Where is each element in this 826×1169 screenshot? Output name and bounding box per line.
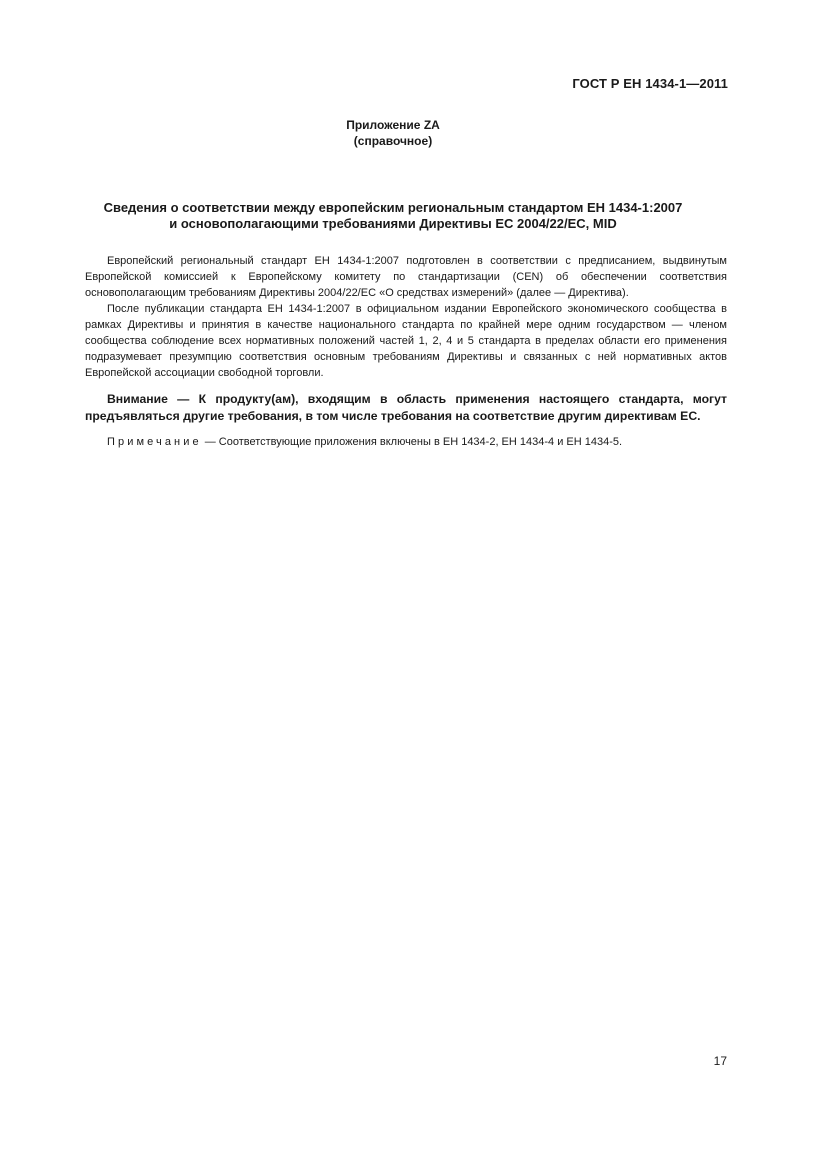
note — [107, 434, 727, 450]
note-label: Примечание — [107, 436, 202, 448]
paragraph-1: Европейский региональный стандарт ЕН 1434-1:2007 подготовлен в соответствии с предписанием, выдвинутым Европейской комиссией к Европейскому комитету по стандартизации (CEN) об обеспечении соответствия основополагающим требованиям Директивы 2004/22/ЕС «О средствах измерений» (далее — Директива). — [85, 255, 727, 299]
body-text — [85, 253, 727, 381]
page-number: 17 — [713, 1054, 727, 1068]
annex-type: (справочное) — [353, 134, 433, 148]
annex-label: Приложение ZA — [346, 118, 440, 132]
annex-heading — [0, 117, 786, 149]
note-text: — Соответствующие приложения включены в ЕН 1434-2, ЕН 1434-4 и ЕН 1434-5. — [201, 436, 623, 448]
annex-title-line-2: и основополагающими требованиями Директивы ЕС 2004/22/ЕС, MID — [169, 216, 617, 231]
warning-paragraph: Внимание — К продукту(ам), входящим в область применения настоящего стандарта, могут предъявляться другие требования, в том числе требования на соответствие другим директивам ЕС. — [85, 392, 727, 423]
annex-title — [60, 200, 726, 232]
paragraph-2: После публикации стандарта ЕН 1434-1:2007 в официальном издании Европейского экономического сообщества в рамках Директивы и принятия в качестве национального стандарта по крайней мере одним государством — членом сообщества соблюдение всех нормативных положений частей 1, 2, 4 и 5 стандарта в пределах области его применения подразумевает презумпцию соответствия основным требованиям Директивы и связанных с ней нормативных актов Европейской ассоциации свободной торговли. — [85, 303, 727, 379]
annex-title-line-1: Сведения о соответствии между европейским региональным стандартом ЕН 1434-1:2007 — [103, 200, 683, 215]
standard-code-header: ГОСТ Р ЕН 1434-1—2011 — [572, 76, 728, 91]
